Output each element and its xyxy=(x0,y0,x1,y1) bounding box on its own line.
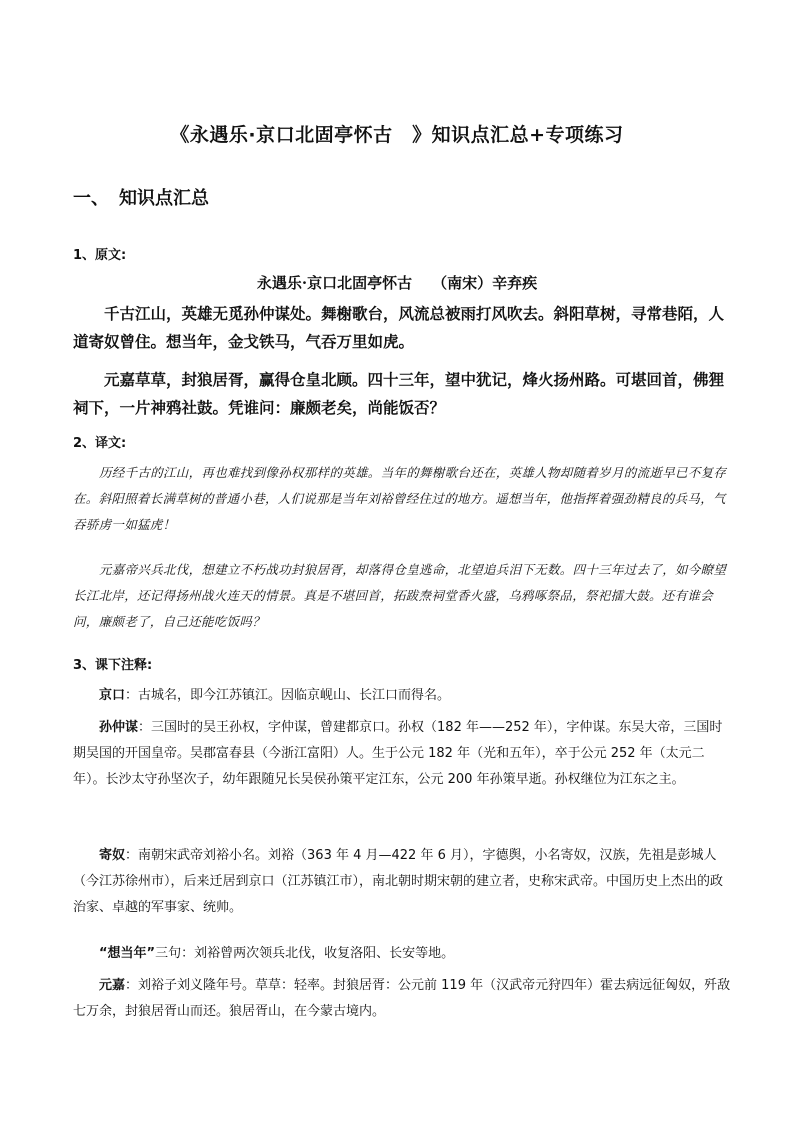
note-separator: ： xyxy=(125,978,139,993)
note-term: “想当年” xyxy=(99,946,156,961)
notes-label: 3、课下注释: xyxy=(73,658,153,673)
note-item xyxy=(73,683,735,709)
note-text: 刘裕子刘义隆年号。草草：轻率。封狼居胥：公元前 119 年（汉武帝元狩四年）霍去病远征匈奴，歼敌七万余，封狼居胥山而还。狼居胥山，在今蒙古境内。 xyxy=(73,978,731,1019)
translation-label: 2、译文: xyxy=(73,436,127,451)
poem-author: （南宋）辛弃疾 xyxy=(432,274,538,292)
section-label: 知识点汇总 xyxy=(119,188,209,209)
translation-paragraph-2: 元嘉帝兴兵北伐，想建立不朽战功封狼居胥，却落得仓皇逃命，北望追兵泪下无数。四十三年过去了，如今瞭望长江北岸，还记得扬州战火连天的情景。真是不堪回首，拓跋焘祠堂香火盛，乌鸦啄祭品，祭祀擂大鼓。还有谁会问，廉颇老了，自己还能吃饭吗？ xyxy=(73,562,727,629)
note-text: 刘裕曾两次领兵北伐，收复洛阳、长安等地。 xyxy=(194,946,455,961)
note-separator: 三句： xyxy=(155,946,195,961)
note-item xyxy=(73,715,735,793)
note-item xyxy=(73,973,735,1025)
poem-stanza-2: 元嘉草草，封狼居胥，赢得仓皇北顾。四十三年，望中犹记，烽火扬州路。可堪回首，佛狸祠下，一片神鸦社鼓。凭谁问：廉颇老矣，尚能饭否？ xyxy=(73,370,725,417)
note-separator: ： xyxy=(138,720,152,735)
note-separator: ： xyxy=(125,848,139,863)
translation-paragraph-1: 历经千古的江山，再也难找到像孙权那样的英雄。当年的舞榭歌台还在，英雄人物却随着岁月的流逝早已不复存在。斜阳照着长满草树的普通小巷，人们说那是当年刘裕曾经住过的地方。遥想当年，他指挥着强劲精良的兵马，气吞骄虏一如猛虎！ xyxy=(73,465,727,532)
note-term: 元嘉 xyxy=(99,978,126,993)
note-term: 寄奴 xyxy=(99,848,126,863)
poem-title-line xyxy=(0,272,794,293)
note-separator: ： xyxy=(125,688,139,703)
note-text: 南朝宋武帝刘裕小名。刘裕（363 年 4 月—422 年 6 月），字德舆，小名寄奴，汉族，先祖是彭城人（今江苏徐州市），后来迁居到京口（江苏镇江市），南北朝时期宋朝的建立者，史称宋武帝。中国历史上杰出的政治家、卓越的军事家、统帅。 xyxy=(73,848,724,915)
poem-title: 永遇乐·京口北固亭怀古 xyxy=(256,274,413,292)
original-text-label: 1、原文: xyxy=(73,248,127,263)
note-text: 三国时的吴王孙权，字仲谋，曾建都京口。孙权（182 年——252 年），字仲谋。东吴大帝，三国时期吴国的开国皇帝。吴郡富春县（今浙江富阳）人。生于公元 182 年（光和五年），卒于公元 252 年（太元二年）。长沙太守孙坚次子，幼年跟随兄长吴侯孙策平定江东，公元 200 年孙策早逝。孙权继位为江东之主。 xyxy=(73,720,723,787)
section-number: 一、 xyxy=(73,188,109,209)
note-term: 京口 xyxy=(99,688,126,703)
note-term: 孙仲谋 xyxy=(99,720,139,735)
section-heading xyxy=(73,184,209,210)
document-title: 《永遇乐·京口北固亭怀古 》知识点汇总+专项练习 xyxy=(170,124,624,146)
note-text: 古城名，即今江苏镇江。因临京岘山、长江口而得名。 xyxy=(138,688,451,703)
poem-stanza-1: 千古江山，英雄无觅孙仲谋处。舞榭歌台，风流总被雨打风吹去。斜阳草树，寻常巷陌，人道寄奴曾住。想当年，金戈铁马，气吞万里如虎。 xyxy=(73,304,725,351)
note-item xyxy=(73,843,735,921)
note-item xyxy=(73,941,735,967)
